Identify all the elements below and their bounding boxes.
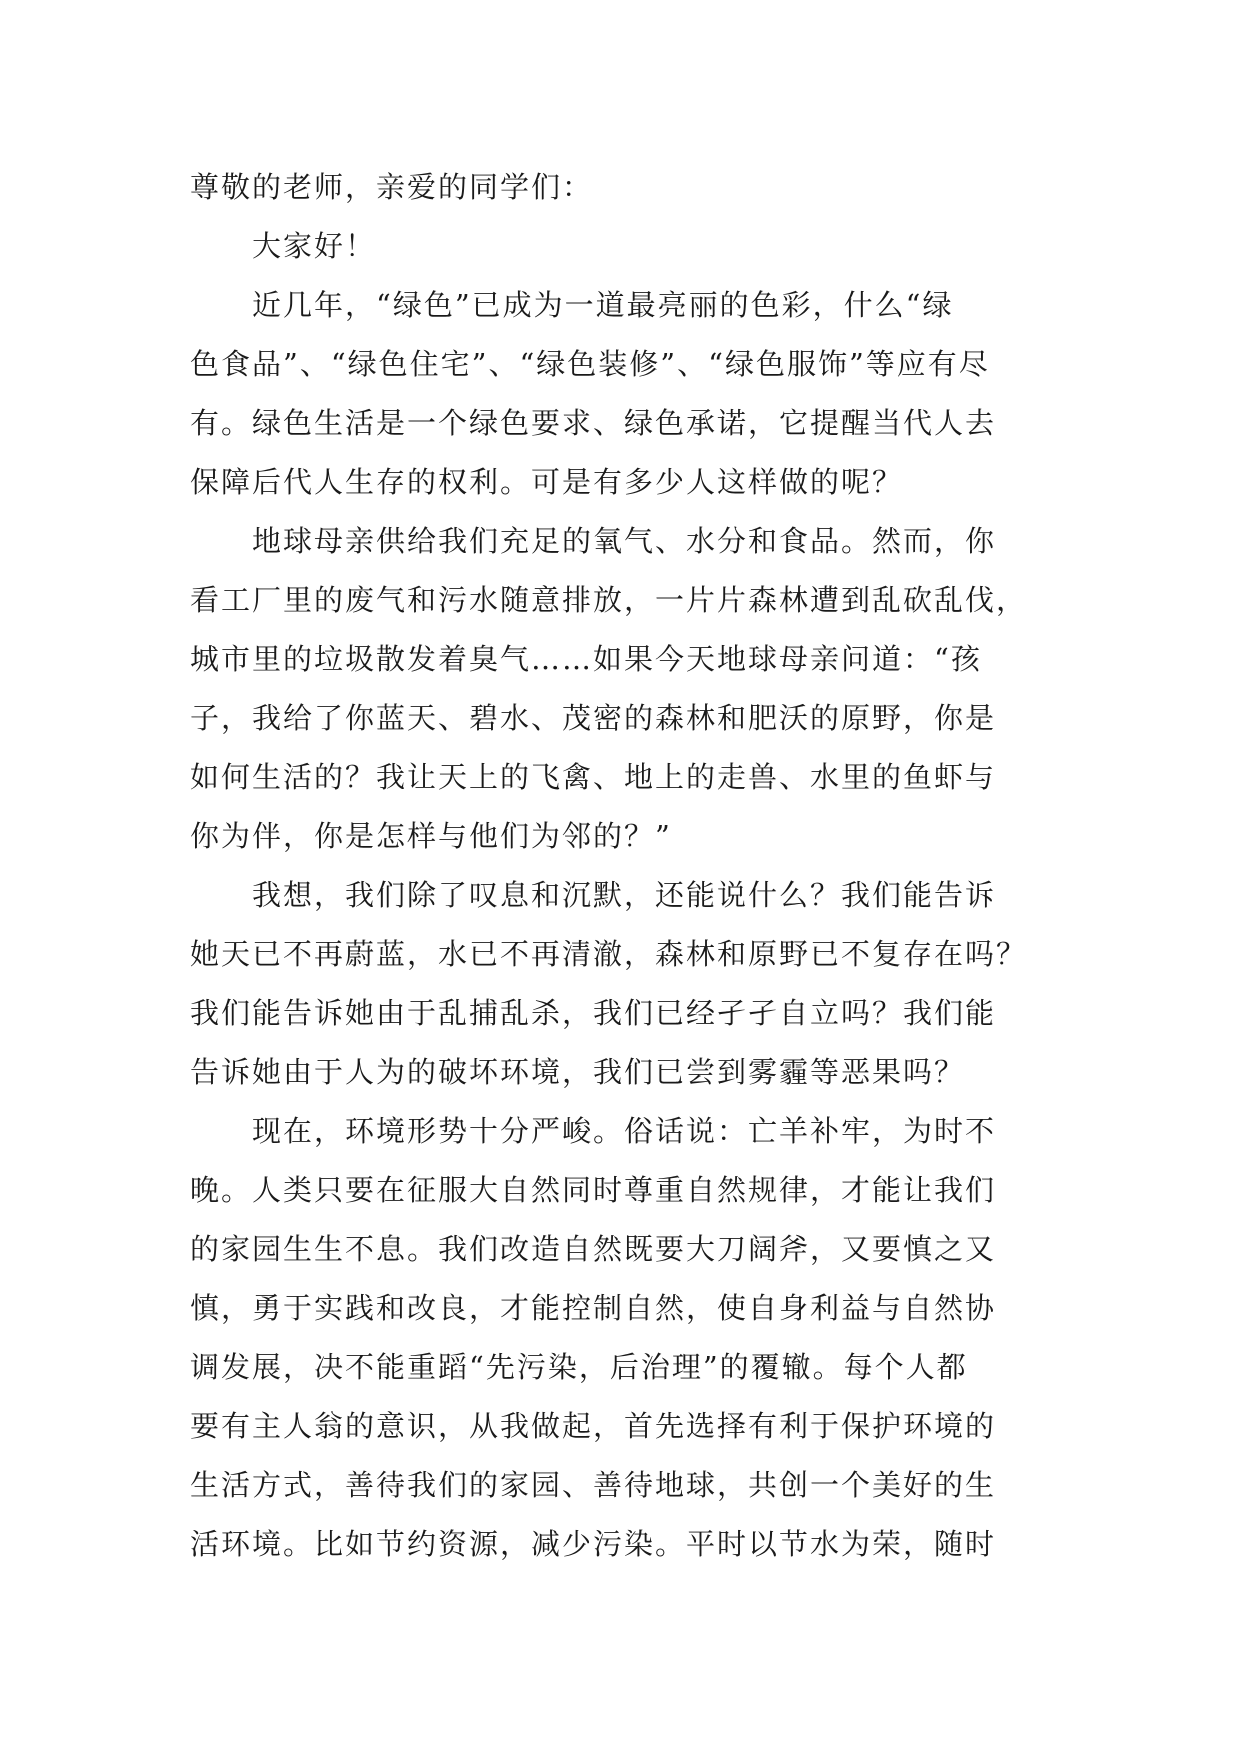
text-line: 如何生活的？我让天上的飞禽、地上的走兽、水里的鱼虾与 — [190, 760, 997, 794]
text-line: 现在，环境形势十分严峻。俗话说：亡羊补牢，为时不 — [252, 1114, 997, 1148]
text-line: 你为伴，你是怎样与他们为邻的？” — [190, 819, 672, 853]
text-line: 看工厂里的废气和污水随意排放，一片片森林遭到乱砍乱伐， — [190, 583, 1028, 617]
speech-text — [190, 158, 1050, 1574]
salutation-line: 尊敬的老师，亲爱的同学们： — [190, 170, 594, 204]
text-line: 她天已不再蔚蓝，水已不再清澈，森林和原野已不复存在吗？ — [190, 937, 1028, 971]
greeting-line: 大家好！ — [252, 229, 377, 263]
text-line: 有。绿色生活是一个绿色要求、绿色承诺，它提醒当代人去 — [190, 406, 997, 440]
text-line: 色食品”、“绿色住宅”、“绿色装修”、“绿色服饰”等应有尽 — [190, 347, 990, 381]
text-line: 的家园生生不息。我们改造自然既要大刀阔斧，又要慎之又 — [190, 1232, 997, 1266]
text-line: 地球母亲供给我们充足的氧气、水分和食品。然而，你 — [252, 524, 997, 558]
text-line: 城市里的垃圾散发着臭气……如果今天地球母亲问道：“孩 — [190, 642, 982, 676]
text-line: 我们能告诉她由于乱捕乱杀，我们已经孑孑自立吗？我们能 — [190, 996, 997, 1030]
text-line: 活环境。比如节约资源，减少污染。平时以节水为荣，随时 — [190, 1527, 997, 1561]
text-line: 我想，我们除了叹息和沉默，还能说什么？我们能告诉 — [252, 878, 997, 912]
text-line: 保障后代人生存的权利。可是有多少人这样做的呢？ — [190, 465, 904, 499]
text-line: 慎，勇于实践和改良，才能控制自然，使自身利益与自然协 — [190, 1291, 997, 1325]
text-line: 要有主人翁的意识，从我做起，首先选择有利于保护环境的 — [190, 1409, 997, 1443]
text-line: 调发展，决不能重蹈“先污染，后治理”的覆辙。每个人都 — [190, 1350, 968, 1384]
text-line: 晚。人类只要在征服大自然同时尊重自然规律，才能让我们 — [190, 1173, 997, 1207]
text-line: 生活方式，善待我们的家园、善待地球，共创一个美好的生 — [190, 1468, 997, 1502]
text-line: 近几年，“绿色”已成为一道最亮丽的色彩，什么“绿 — [252, 288, 954, 322]
text-line: 告诉她由于人为的破坏环境，我们已尝到雾霾等恶果吗？ — [190, 1055, 966, 1089]
text-line: 子，我给了你蓝天、碧水、茂密的森林和肥沃的原野，你是 — [190, 701, 997, 735]
